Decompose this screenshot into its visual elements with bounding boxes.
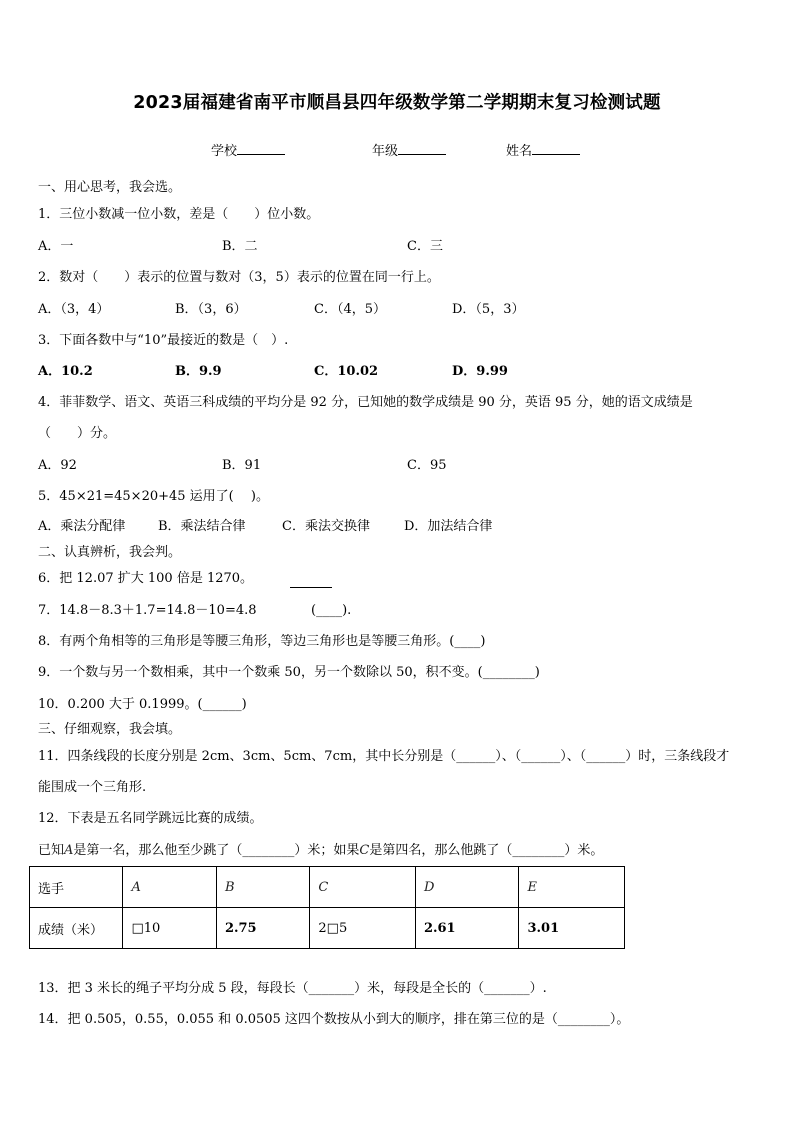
section-heading-1: 一、用心思考，我会选。 bbox=[38, 180, 182, 195]
q5-option-c: C．乘法交换律 bbox=[282, 519, 370, 534]
q5-option-b: B．乘法结合律 bbox=[158, 519, 246, 534]
q3-option-d: D．9.99 bbox=[452, 364, 508, 379]
grade-label: 年级 bbox=[372, 144, 399, 159]
q2-option-c: C．（4，5） bbox=[314, 302, 386, 317]
school-field bbox=[211, 140, 285, 159]
score-table bbox=[29, 866, 625, 949]
table-header-cell: 选手 bbox=[30, 867, 123, 908]
table-cell: 2.75 bbox=[216, 908, 309, 949]
grade-field bbox=[372, 140, 446, 159]
question-11-line-2: 能围成一个三角形. bbox=[38, 780, 147, 795]
q4-option-a: A．92 bbox=[38, 458, 77, 473]
q2-option-a: A．（3，4） bbox=[38, 302, 110, 317]
question-4-line-1: 4．菲菲数学、语文、英语三科成绩的平均分是 92 分，已知她的数学成绩是 90 分，英语 95 分，她的语文成绩是 bbox=[38, 395, 693, 410]
table-row-label: 成绩（米） bbox=[30, 908, 123, 949]
question-12: 12．下表是五名同学跳远比赛的成绩。 bbox=[38, 811, 263, 826]
question-6: 6．把 12.07 扩大 100 倍是 1270。 bbox=[38, 571, 254, 586]
question-12-line-2 bbox=[38, 843, 603, 859]
q12-text-a: 已知 bbox=[38, 843, 65, 858]
q1-option-c: C．三 bbox=[407, 239, 443, 254]
section-heading-2: 二、认真辨析，我会判。 bbox=[38, 545, 182, 560]
q5-option-d: D．加法结合律 bbox=[404, 519, 493, 534]
question-9: 9．一个数与另一个数相乘，其中一个数乘 50，另一个数除以 50，积不变。(________) bbox=[38, 665, 540, 680]
table-cell: 2□5 bbox=[310, 908, 416, 949]
q2-option-b: B．（3，6） bbox=[175, 302, 247, 317]
question-3: 3．下面各数中与“10”最接近的数是（ ）. bbox=[38, 333, 289, 348]
question-10: 10．0.200 大于 0.1999。(______) bbox=[38, 697, 247, 712]
section-heading-3: 三、仔细观察，我会填。 bbox=[38, 722, 182, 737]
q1-option-b: B．二 bbox=[222, 239, 258, 254]
table-header-cell: A bbox=[123, 867, 216, 908]
table-header-row bbox=[30, 867, 625, 908]
table-header-cell: D bbox=[415, 867, 519, 908]
q4-option-b: B．91 bbox=[222, 458, 262, 473]
question-1: 1．三位小数减一位小数，差是（ ）位小数。 bbox=[38, 207, 320, 222]
q12-var-a: A bbox=[64, 843, 74, 858]
question-7: 7．14.8－8.3＋1.7=14.8－10=4.8 bbox=[38, 603, 257, 618]
table-header-cell: C bbox=[310, 867, 416, 908]
school-label: 学校 bbox=[211, 144, 238, 159]
question-14: 14．把 0.505，0.55，0.055 和 0.0505 这四个数按从小到大的顺序，排在第三位的是（________）。 bbox=[38, 1012, 630, 1027]
q12-text-b: 是第一名，那么他至少跳了（________）米；如果 bbox=[73, 843, 360, 858]
q3-option-c: C．10.02 bbox=[314, 364, 379, 379]
q2-option-d: D．（5，3） bbox=[452, 302, 525, 317]
question-2: 2．数对（ ）表示的位置与数对（3，5）表示的位置在同一行上。 bbox=[38, 270, 440, 285]
name-label: 姓名 bbox=[506, 144, 533, 159]
q4-option-c: C．95 bbox=[407, 458, 447, 473]
table-cell: 2.61 bbox=[415, 908, 519, 949]
q3-option-b: B．9.9 bbox=[175, 364, 222, 379]
question-11-line-1: 11．四条线段的长度分别是 2cm、3cm、5cm、7cm，其中长分别是（______）、（______）、（______）时，三条线段才 bbox=[38, 749, 730, 764]
q12-text-c: 是第四名，那么他跳了（________）米。 bbox=[369, 843, 604, 858]
grade-blank[interactable] bbox=[398, 142, 446, 155]
name-field bbox=[506, 140, 580, 159]
q5-option-a: A．乘法分配律 bbox=[38, 519, 126, 534]
name-blank[interactable] bbox=[532, 142, 580, 155]
page-title: 2023届福建省南平市顺昌县四年级数学第二学期期末复习检测试题 bbox=[133, 93, 661, 113]
question-4-line-2: （ ）分。 bbox=[38, 426, 117, 441]
q6-answer-blank[interactable] bbox=[290, 575, 332, 588]
table-cell: 3.01 bbox=[519, 908, 625, 949]
table-row bbox=[30, 908, 625, 949]
table-header-cell: E bbox=[519, 867, 625, 908]
school-blank[interactable] bbox=[237, 142, 285, 155]
q7-answer-blank[interactable]: (____). bbox=[311, 603, 352, 618]
table-cell: □10 bbox=[123, 908, 216, 949]
question-13: 13．把 3 米长的绳子平均分成 5 段，每段长（_______）米，每段是全长的（_______）. bbox=[38, 981, 547, 996]
table-header-cell: B bbox=[216, 867, 309, 908]
question-8: 8．有两个角相等的三角形是等腰三角形，等边三角形也是等腰三角形。(____) bbox=[38, 634, 486, 649]
q12-var-c: C bbox=[359, 843, 370, 858]
question-5: 5．45×21=45×20+45 运用了( )。 bbox=[38, 489, 269, 504]
q3-option-a: A．10.2 bbox=[38, 364, 93, 379]
q1-option-a: A．一 bbox=[38, 239, 74, 254]
